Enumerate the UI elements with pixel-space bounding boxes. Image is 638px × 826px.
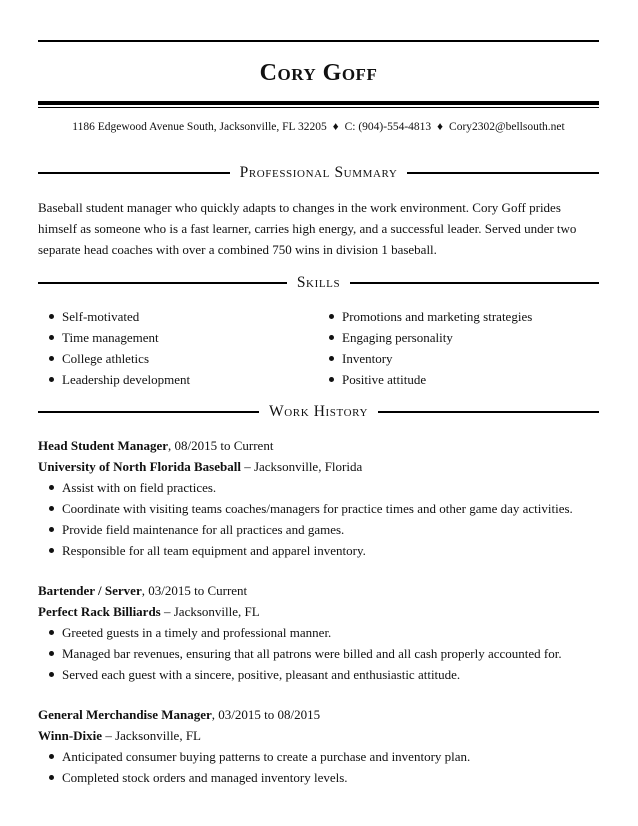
section-header-work-history (38, 401, 599, 423)
skill-item: Time management (38, 327, 318, 348)
section-rule-right (378, 411, 599, 413)
skills-column-right (318, 306, 598, 390)
job-title-line (38, 435, 599, 456)
skill-item: Engaging personality (318, 327, 598, 348)
job-entry (38, 435, 599, 561)
contact-phone: C: (904)-554-4813 (344, 121, 432, 133)
skill-item: Self-motivated (38, 306, 318, 327)
section-header-summary (38, 162, 599, 184)
section-title-summary: Professional Summary (239, 164, 398, 181)
job-duty-item: Anticipated consumer buying patterns to create a purchase and inventory plan. (38, 746, 599, 767)
job-duties-list (38, 746, 599, 788)
job-company: Winn-Dixie (38, 728, 103, 743)
job-company-line (38, 601, 599, 622)
skill-item: Positive attitude (318, 369, 598, 390)
job-duty-item: Provide field maintenance for all practices and games. (38, 519, 599, 540)
skills-list (38, 306, 599, 390)
section-title-skills: Skills (296, 274, 341, 291)
diamond-separator-icon: ♦ (437, 121, 444, 133)
contact-email[interactable]: Cory2302@bellsouth.net (449, 121, 565, 133)
job-duty-item: Managed bar revenues, ensuring that all patrons were billed and all cash properly accounted for. (38, 643, 599, 664)
name-divider-thick (38, 101, 599, 105)
job-company-line (38, 725, 599, 746)
contact-address: 1186 Edgewood Avenue South, Jacksonville, FL 32205 (72, 121, 327, 133)
job-title-line (38, 704, 599, 725)
job-title: Head Student Manager (38, 438, 168, 453)
section-rule-left (38, 172, 230, 174)
job-duty-item: Responsible for all team equipment and apparel inventory. (38, 540, 599, 561)
job-title: Bartender / Server (38, 583, 142, 598)
top-divider (38, 40, 599, 42)
job-title-line (38, 580, 599, 601)
section-title-work-history: Work History (268, 403, 369, 420)
job-dates: , 03/2015 to Current (141, 583, 248, 598)
section-rule-left (38, 411, 259, 413)
contact-line (38, 121, 599, 133)
job-location: – Jacksonville, FL (102, 728, 201, 743)
job-duty-item: Assist with on field practices. (38, 477, 599, 498)
job-location: – Jacksonville, Florida (240, 459, 363, 474)
section-rule-left (38, 282, 287, 284)
job-entry (38, 580, 599, 685)
section-rule-right (407, 172, 599, 174)
job-company: University of North Florida Baseball (38, 459, 241, 474)
job-entry (38, 704, 599, 788)
diamond-separator-icon: ♦ (332, 121, 339, 133)
job-duties-list (38, 477, 599, 561)
section-rule-right (350, 282, 599, 284)
job-dates: , 03/2015 to 08/2015 (211, 707, 321, 722)
skill-item: Promotions and marketing strategies (318, 306, 598, 327)
job-duty-item: Served each guest with a sincere, positive, pleasant and enthusiastic attitude. (38, 664, 599, 685)
skill-item: Leadership development (38, 369, 318, 390)
skills-column-left (38, 306, 318, 390)
name-divider-thin (38, 107, 599, 108)
professional-summary-text: Baseball student manager who quickly adapts to changes in the work environment. Cory Goff prides himself as someone who is a fast learner, carries high energy, and a successful leader. Served under two separate head coaches with over a combined 750 wins in division 1 baseball. (38, 200, 577, 257)
section-header-skills (38, 272, 599, 294)
skill-item: College athletics (38, 348, 318, 369)
job-location: – Jacksonville, FL (160, 604, 260, 619)
job-duty-item: Coordinate with visiting teams coaches/managers for practice times and other game day activities. (38, 498, 599, 519)
job-duty-item: Greeted guests in a timely and professional manner. (38, 622, 599, 643)
job-title: General Merchandise Manager (38, 707, 212, 722)
candidate-name: Cory Goff (259, 60, 378, 86)
job-duty-item: Completed stock orders and managed inventory levels. (38, 767, 599, 788)
job-company: Perfect Rack Billiards (38, 604, 161, 619)
job-duties-list (38, 622, 599, 685)
skill-item: Inventory (318, 348, 598, 369)
job-dates: , 08/2015 to Current (168, 438, 274, 453)
job-company-line (38, 456, 599, 477)
